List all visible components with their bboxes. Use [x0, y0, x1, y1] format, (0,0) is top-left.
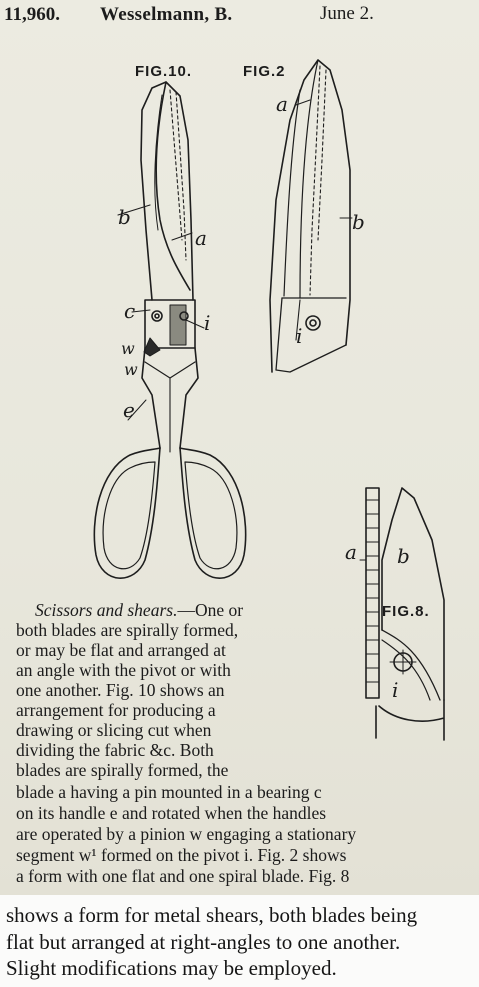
- body-line-11: on its handle e and rotated when the handles: [16, 803, 327, 823]
- fig2-label: FIG.2: [243, 63, 286, 80]
- body-line-2: both blades are spirally formed,: [16, 620, 239, 640]
- body-line-7: drawing or slicing cut when: [16, 720, 212, 740]
- fig10-letter-w1: w: [124, 360, 138, 379]
- body-line-13: segment w¹ formed on the pivot i. Fig. 2 shows: [16, 845, 347, 865]
- body-line-4: an angle with the pivot or with: [16, 660, 231, 680]
- fig10-letter-w: w: [121, 339, 135, 358]
- patent-date: June 2.: [320, 3, 374, 24]
- inventor-name: Wesselmann, B.: [100, 4, 233, 25]
- fig10-letter-a: a: [195, 226, 207, 250]
- fig10-letter-e: e: [123, 398, 135, 422]
- fig8-letter-a: a: [345, 540, 357, 564]
- fig10-label: FIG.10.: [135, 63, 193, 80]
- fig10-letter-c: c: [124, 299, 136, 323]
- fig8-letter-b: b: [397, 544, 410, 568]
- body-line-9: blades are spirally formed, the: [16, 760, 229, 780]
- fig10-letter-i: i: [204, 311, 211, 335]
- body-line-14: a form with one flat and one spiral blade. Fig. 8: [16, 866, 350, 886]
- body-line-1: Scissors and shears.—One or: [35, 600, 244, 620]
- body-line-3: or may be flat and arranged at: [16, 640, 226, 660]
- fig10-letter-b: b: [118, 205, 131, 229]
- fig10-scissors-drawing: [94, 82, 245, 578]
- fig2-letter-b: b: [352, 210, 365, 234]
- body-line-12: are operated by a pinion w engaging a stationary: [16, 824, 357, 844]
- strip-line-2: flat but arranged at right-angles to one another.: [6, 930, 401, 954]
- fig8-letter-i: i: [392, 678, 399, 702]
- strip-line-3: Slight modifications may be employed.: [6, 956, 337, 980]
- patent-number: 11,960.: [4, 4, 60, 25]
- abstract-title: Scissors and shears.: [35, 600, 178, 620]
- body-line-8: dividing the fabric &c. Both: [16, 740, 214, 760]
- fig8-label: FIG.8.: [382, 603, 430, 620]
- strip-line-1: shows a form for metal shears, both blades being: [6, 903, 418, 927]
- body-line-10: blade a having a pin mounted in a bearing c: [16, 782, 322, 802]
- body-line-6: arrangement for producing a: [16, 700, 216, 720]
- fig2-letter-i: i: [296, 324, 303, 348]
- body-line-5: one another. Fig. 10 shows an: [16, 680, 225, 700]
- fig2-letter-a: a: [276, 92, 288, 116]
- continuation-strip: [0, 895, 479, 987]
